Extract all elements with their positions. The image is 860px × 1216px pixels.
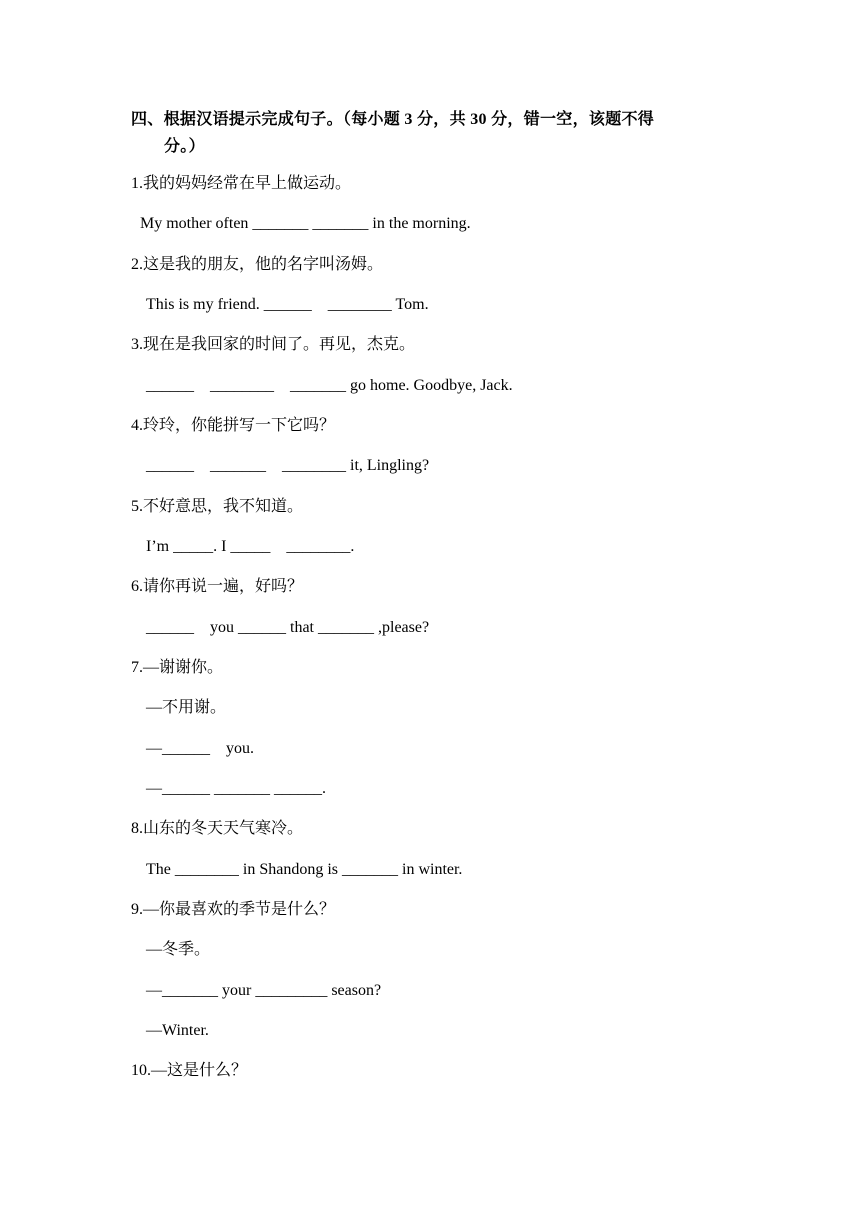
question-5-chinese: 5.不好意思，我不知道。	[131, 498, 304, 515]
question-9-chinese: 9.—你最喜欢的季节是什么？	[131, 901, 336, 918]
question-3-english: ______ ________ _______ go home. Goodbye, Jack.	[146, 377, 513, 394]
question-6-chinese: 6.请你再说一遍，好吗？	[131, 578, 304, 595]
question-2-chinese: 2.这是我的朋友，他的名字叫汤姆。	[131, 256, 384, 273]
question-3-chinese: 3.现在是我回家的时间了。再见，杰克。	[131, 336, 416, 353]
question-1-english: My mother often _______ _______ in the morning.	[140, 215, 471, 232]
question-7-reply-chinese: —不用谢。	[146, 699, 227, 716]
question-1-chinese: 1.我的妈妈经常在早上做运动。	[131, 175, 352, 192]
question-4-chinese: 4.玲玲，你能拼写一下它吗？	[131, 417, 336, 434]
question-10-chinese: 10.—这是什么？	[131, 1062, 248, 1079]
question-6-english: ______ you ______ that _______ ,please?	[146, 619, 430, 636]
question-8-chinese: 8.山东的冬天天气寒冷。	[131, 820, 304, 837]
section-heading-line1: 四、根据汉语提示完成句子。（每小题 3 分，共 30 分，错一空，该题不得	[131, 111, 655, 128]
question-7-english-line1: —______ you.	[146, 740, 254, 757]
question-9-reply-chinese: —冬季。	[146, 941, 211, 958]
question-8-english: The ________ in Shandong is _______ in winter.	[146, 861, 463, 878]
question-4-english: ______ _______ ________ it, Lingling?	[146, 457, 430, 474]
question-2-english: This is my friend. ______ ________ Tom.	[146, 296, 429, 313]
section-heading-line2: 分。）	[164, 138, 205, 155]
question-9-english-line1: —_______ your _________ season?	[146, 982, 382, 999]
question-7-english-line2: —______ _______ ______.	[146, 780, 326, 797]
question-7-chinese: 7.—谢谢你。	[131, 659, 224, 676]
section-heading	[131, 106, 741, 160]
question-5-english: I’m _____. I _____ ________.	[146, 538, 355, 555]
question-9-english-line2: —Winter.	[146, 1022, 209, 1039]
